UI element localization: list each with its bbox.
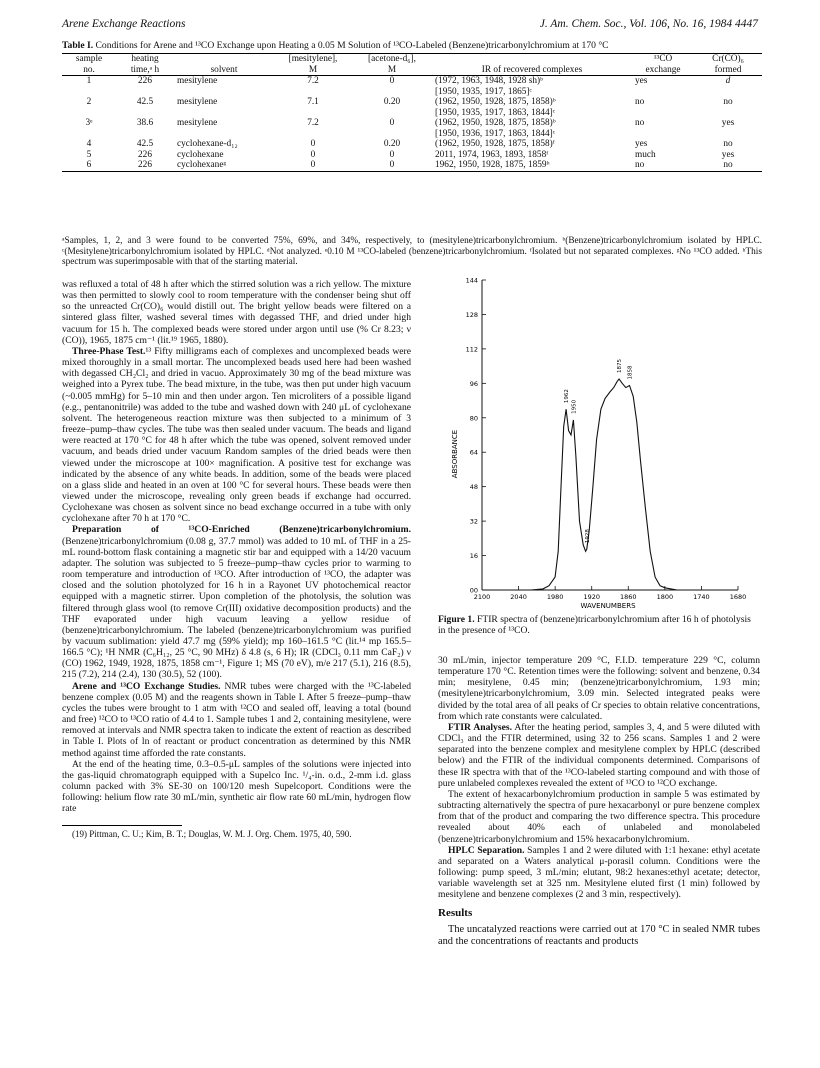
th-mesitylene: [mesitylene],: [274, 54, 352, 65]
cell-time: 38.6: [136, 118, 154, 128]
cell-solvent: mesitylene: [177, 118, 218, 128]
cell-no: 5: [86, 149, 92, 160]
page-header: [62, 18, 758, 34]
cell-ir: [432, 150, 632, 161]
th-time: time,ᵃ h: [116, 65, 174, 76]
right-paragraph: The uncatalyzed reactions were carried out at 170 °C in sealed NMR tubes and the concentrations of reactants and products: [438, 923, 760, 947]
table-caption-label: Table I.: [62, 40, 94, 51]
table-caption: [62, 40, 762, 51]
th-13co: ¹³CO: [632, 54, 694, 65]
cell-crco: yes: [721, 118, 735, 128]
cell-acet: 0: [352, 160, 432, 171]
spectrum-trace: [482, 379, 738, 590]
cell-time: 226: [116, 160, 174, 171]
y-axis-label: ABSORBANCE: [451, 429, 459, 479]
reference-footnote: (19) Pittman, C. U.; Kim, B. T.; Douglas, W. M. J. Org. Chem. 1975, 40, 590.: [72, 828, 352, 839]
chart-ticks: [466, 277, 747, 602]
peak-label: 1950: [571, 399, 578, 414]
x-axis-label: WAVENUMBERS: [580, 602, 636, 610]
cell-no: 3ᵉ: [85, 118, 93, 128]
table-row: [62, 150, 762, 161]
cell-ir: [432, 160, 632, 171]
cell-crco: no: [723, 97, 733, 107]
cell-exch: yes: [635, 139, 648, 149]
cell-acet: 0: [389, 149, 395, 160]
section-heading: Arene and ¹³CO Exchange Studies.: [72, 680, 221, 692]
ir-line: [1950, 1935, 1917, 1863, 1844]ᶜ: [435, 107, 556, 118]
cell-time: 226: [138, 149, 152, 160]
cell-mes: 0: [274, 160, 352, 171]
x-tick-label: 1740: [693, 593, 710, 601]
cell-exch: no: [632, 160, 694, 171]
cell-acet: 0.20: [383, 97, 401, 107]
table-header-row-top: [62, 54, 762, 65]
cell-exch: yes: [635, 76, 648, 86]
cell-ir: [432, 118, 632, 139]
ir-line: (1962, 1950, 1928, 1875, 1858)ᵇ: [435, 97, 556, 107]
cell-no: 1: [86, 76, 92, 86]
ir-line: [1950, 1935, 1917, 1865]ᶜ: [435, 86, 532, 97]
table-row: [62, 97, 762, 118]
table-caption-text: Conditions for Arene and ¹³CO Exchange upon Heating a 0.05 M Solution of ¹³CO-Labeled (Benzene)tricarbonylchromium at 170 °C: [95, 40, 609, 51]
y-tick-label: 96: [469, 379, 478, 388]
left-paragraph: [62, 346, 411, 525]
x-tick-label: 1860: [620, 593, 637, 601]
cell-solvent: mesitylene: [177, 97, 218, 107]
th-no: no.: [62, 65, 116, 76]
cell-ir: [432, 139, 632, 150]
chart-axes: [482, 280, 738, 590]
cell-acet: 0: [389, 76, 395, 86]
cell-no: 4: [86, 139, 92, 149]
cell-crco: d: [725, 76, 731, 86]
cell-solvent: cyclohexane-d₁₂: [177, 139, 238, 149]
left-column: [62, 279, 411, 839]
cell-mes: 7.1: [307, 97, 319, 107]
table-header-row-bottom: [62, 65, 762, 76]
figure-caption: [438, 614, 758, 636]
ir-line: (1962, 1950, 1928, 1875, 1858)ᵇ: [435, 118, 556, 128]
cell-time: 42.5: [136, 139, 154, 149]
cell-mes: 0: [310, 149, 316, 160]
cell-exch: much: [635, 149, 656, 160]
cell-no: 6: [62, 160, 116, 171]
y-tick-label: 32: [469, 517, 478, 526]
right-paragraph: 30 mL/min, injector temperature 209 °C, F.I.D. temperature 229 °C, column temperature 170 °C. Retention times were the following: solvent and benzene, 0.34 min; mesitylene, 0.45 min; (benzene)tricarbonylchromium, 1.93 min; (mesitylene)tricarbonylchromium, 3.09 min. Selected integrated peaks were divided by the total area of all peaks of Cr species to obtain relative concentrations, from which rate constants were calculated.: [438, 655, 760, 722]
cell-exch: no: [635, 118, 645, 128]
cell-acet: 0: [389, 118, 395, 128]
paragraph-text: (Benzene)tricarbonylchromium (0.08 g, 37.7 mmol) was added to 10 mL of THF in a 25-mL round-bottom flask containing a magnetic stir bar and equipped with a 14/20 vacuum adapter. The solution was subjected to 5 freeze–pump–thaw cycles prior to warming to room temperature and introduction of ¹³CO. After introduction of ¹³CO, the adapter was closed and the solution photolyzed for 16 h in a Rayonet UV photochemical reactor equipped with a magnetic stirrer. Upon completion of the photolysis, the solution was filtered through glass wool (to remove Cr(III) oxidative decomposition products) and the THF evaporated under high vacuum leaving a yellow residue of (benzene)tricarbonylchromium. The labeled (benzene)tricarbonylchromium was purified by vacuum sublimation: yield 47.7 mg (59% yield); mp 160–161.5 °C (lit.¹⁴ mp 165.5–166.5 °C); ¹H NMR (C₆H₁₂, 25 °C, 90 MHz) δ 4.8 (s, 6 H); IR (CDCl₃ 0.11 mm CaF₂) ν (CO) 1962, 1949, 1928, 1875, 1858 cm⁻¹, Figure 1; MS (70 eV), m/e 217 (5.1), 216 (8.5), 215 (7.2), 214 (2.4), 130 (30.5), 52 (100).: [62, 535, 411, 681]
left-paragraph: At the end of the heating time, 0.3–0.5-μL samples of the solutions were injected into the gas-liquid chromatograph equipped with a Supelco Inc. ¹/₄-in. o.d., 2-mm i.d. glass column packed with 3% SE-30 on 100/120 mesh Supelcoport. Conditions were the following: helium flow rate 30 mL/min, synthetic air flow rate 60 mL/min, hydrogen flow rate: [62, 758, 411, 815]
y-tick-label: 112: [465, 345, 478, 354]
x-tick-label: 1680: [729, 593, 747, 601]
cell-time: 226: [138, 76, 152, 86]
figure-caption-label: Figure 1.: [438, 614, 475, 625]
table-body: [62, 76, 762, 172]
table-row: [62, 118, 762, 139]
th-ir: IR of recovered complexes: [432, 65, 632, 76]
section-heading: Preparation of ¹³CO-Enriched (Benzene)tricarbonylchromium.: [72, 524, 411, 536]
table-row: [62, 160, 762, 171]
peak-label: 1875: [617, 359, 624, 374]
th-ir-top: [432, 54, 632, 65]
cell-solvent: cyclohexane: [177, 149, 224, 160]
figure-1: [448, 272, 748, 612]
peak-label: 1962: [564, 389, 571, 404]
th-acet-unit: M: [352, 65, 432, 76]
cell-crco: no: [694, 160, 762, 171]
y-tick-label: 00: [469, 586, 478, 595]
cell-solvent: mesitylene: [177, 76, 218, 86]
journal-citation: J. Am. Chem. Soc., Vol. 106, No. 16, 1984 4447: [539, 18, 758, 30]
y-tick-label: 80: [469, 414, 478, 423]
peak-label: 1858: [627, 365, 634, 380]
th-solvent: solvent: [174, 65, 274, 76]
right-paragraph: [438, 722, 760, 789]
ir-line: (1962, 1950, 1928, 1875, 1858)ᶠ: [435, 139, 555, 149]
section-heading: Three-Phase Test.: [72, 345, 146, 357]
paragraph-text: Samples 1 and 2 were diluted with 1:1 hexane: ethyl acetate and separated on a Waters analytical μ-porasil column. Conditions were the following: pump speed, 3 mL/min; elutant, 98:2 hexanes:ethyl acetate; detector, variable wavelength set at 325 nm. Mesitylene eluted first (1 min) followed by mesitylene and benzene complexes (2 and 3 min, respectively).: [438, 844, 760, 901]
cell-solvent: cyclohexaneᵍ: [174, 160, 274, 171]
left-paragraph: [62, 524, 411, 680]
left-paragraph: was refluxed a total of 48 h after which the stirred solution was a rich yellow. The mixture was then permitted to slowly cool to room temperature with the condenser being shut off so the unreacted Cr(CO)₆ would distill out. The bright yellow beads were filtered on a sintered glass filter, washed several times with degassed THF, and dried under high vacuum for 15 h. The complexed beads were stored under argon until use (% Cr 8.23; ν (CO)), 1965, 1875 cm⁻¹ (lit.¹⁹ 1965, 1880).: [62, 279, 411, 346]
table-footnote: ᵃSamples, 1, 2, and 3 were found to be converted 75%, 69%, and 34%, respectively, to (mesitylene)tricarbonylchromium. ᵇ(Benzene)tricarbonylchromium isolated by HPLC. ᶜ(Mesitylene)tricarbonylchromium isolated by HPLC. ᵈNot analyzed. ᵉ0.10 M ¹³CO-labeled (benzene)tricarbonylchromium. ᶠIsolated but not separated complexes. ᵍNo ¹³CO added. ʰThis spectrum was superimposable with that of the starting material.: [62, 236, 762, 268]
th-formed: formed: [694, 65, 762, 76]
cell-mes: 7.2: [307, 76, 319, 86]
x-tick-label: 2040: [510, 593, 527, 601]
peak-label: 1928: [584, 529, 591, 544]
cell-exch: no: [635, 97, 645, 107]
y-tick-label: 64: [469, 448, 478, 457]
right-paragraph: The extent of hexacarbonylchromium production in sample 5 was estimated by subtracting alternatively the spectra of pure hexacarbonyl or pure benzene complex from that of the product and comparing the two difference spectra. This procedure revealed about 40% each of unlabeled and monolabeled (benzene)tricarbonylchromium and 15% hexacarbonylchromium.: [438, 788, 760, 845]
results-heading: Results: [438, 907, 473, 920]
x-tick-label: 1980: [546, 593, 564, 601]
y-tick-label: 144: [465, 276, 478, 285]
ir-line: [1950, 1936, 1917, 1863, 1844]ᶜ: [435, 128, 556, 139]
paragraph-text: ¹³ Fifty milligrams each of complexes and uncomplexed beads were mixed thoroughly in a small mortar. The uncomplexed beads used here had been washed with degassed CH₂Cl₂ and dried in vacuo. Approximately 30 mg of the bead mixture was weighed into a Pyrex tube. The bead mixture, in the tube, was then put under high vacuum (~0.005 mmHg) for 5–10 min and then under argon. Ten microliters of a possible ligand (e.g., pentanonitrile) was added to the tube and washed down with 240 μL of cyclohexane solvent. The heterogeneous reaction mixture was then subjected to a minimum of 3 freeze–pump–thaw cycles. The tube was then sealed under vacuum. The beads and ligand were reacted at 170 °C for 48 h after which the tube was opened, solvent removed under vacuum, and beads dried under vacuum Random samples of the dried beads were then viewed under the microscope at 100× magnification. A positive test for exchange was indicated by the absence of any white beads. In addition, some of the beads were placed on a glass slide and heated in an oven at 100 °C for several hours. These beads were then viewed under the microscope, revealing only green beads if exchange had occurred. Cyclohexane was chosen as solvent since no bead exchange occurred in a tube with only cyclohexane after 70 h at 170 °C.: [62, 345, 411, 525]
section-heading: FTIR Analyses.: [448, 721, 512, 733]
cell-no: 2: [86, 97, 92, 107]
x-tick-label: 2100: [473, 593, 491, 601]
ir-line: 1962, 1950, 1928, 1875, 1859ʰ: [435, 160, 550, 170]
paragraph-text: After the heating period, samples 3, 4, and 5 were diluted with CDCl₃ and the FTIR determined, using 32 to 256 scans. Samples 1 and 2 were separated into the benzene complex and mesitylene complex by HPLC (described below) and the FTIR of the individual components determined. Comparisons of these IR spectra with that of the ¹³CO-labeled starting compound and with those of pure unlabeled complexes revealed the extent of ¹³CO to ¹²CO exchange.: [438, 721, 760, 789]
x-tick-label: 1800: [656, 593, 674, 601]
cell-mes: 0: [310, 139, 316, 149]
conditions-table: [62, 53, 762, 172]
th-exchange: exchange: [632, 65, 694, 76]
y-tick-label: 48: [469, 483, 478, 492]
cell-time: 42.5: [136, 97, 154, 107]
th-heating: heating: [116, 54, 174, 65]
cell-crco: yes: [721, 149, 735, 160]
th-crco6: Cr(CO)₆: [694, 54, 762, 65]
ir-line: (1972, 1963, 1948, 1928 sh)ᵇ: [435, 76, 543, 86]
section-heading: HPLC Separation.: [448, 844, 525, 856]
x-tick-label: 1920: [583, 593, 600, 601]
ftir-spectrum-chart: [448, 272, 748, 612]
table-row: [62, 76, 762, 98]
th-mes-unit: M: [274, 65, 352, 76]
th-sample: sample: [62, 54, 116, 65]
left-paragraph: [62, 681, 411, 759]
running-title: Arene Exchange Reactions: [62, 18, 186, 30]
paragraph-text: NMR tubes were charged with the ¹³C-labeled benzene complex (0.05 M) and the reagents shown in Table I. After 5 freeze–pump–thaw cycles the tubes were brought to 1 atm with ¹²CO and sealed off, leaving a total (bound and free) ¹²CO to ¹³CO ratio of 4.4 to 1. Sample tubes 1 and 2, containing mesitylene, were removed at intervals and NMR spectra taken to indicate the extent of reaction as described in Table I. Plots of ln of reactant or product concentration as determined by this NMR method against time afforded the rate constants.: [62, 680, 412, 759]
cell-mes: 7.2: [307, 118, 319, 128]
right-column: [438, 655, 760, 948]
figure-caption-text: FTIR spectra of (benzene)tricarbonylchromium after 16 h of photolysis in the presence of ¹³CO.: [438, 614, 751, 636]
table-row: [62, 139, 762, 150]
cell-acet: 0.20: [383, 139, 401, 149]
th-acetone: [acetone-d₆],: [352, 54, 432, 65]
cell-ir: [432, 76, 632, 98]
cell-ir: [432, 97, 632, 118]
cell-crco: no: [723, 139, 733, 149]
th-solvent-top: [174, 54, 274, 65]
ir-line: 2011, 1974, 1963, 1893, 1858ᶠ: [435, 149, 549, 160]
y-tick-label: 128: [465, 310, 478, 319]
y-tick-label: 16: [469, 552, 478, 561]
peak-labels: [564, 359, 633, 544]
right-paragraph: [438, 845, 760, 901]
